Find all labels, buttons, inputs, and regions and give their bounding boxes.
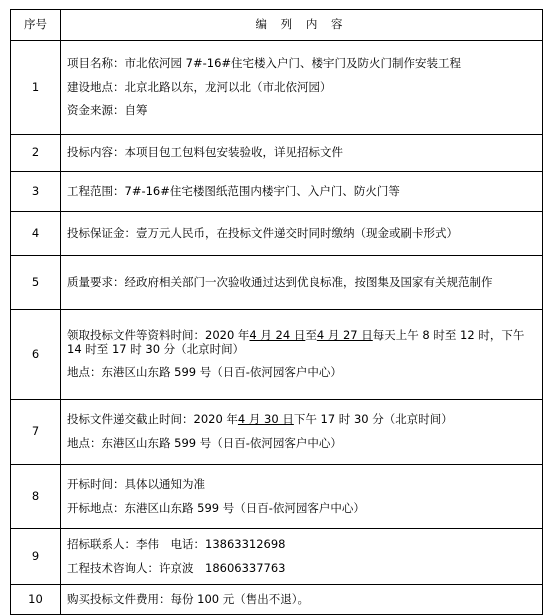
row-number: 9 [11, 529, 61, 585]
site-location-line: 建设地点：北京北路以东，龙河以北（市北依河园） [67, 79, 332, 94]
row-number: 2 [11, 135, 61, 172]
document-pickup-time-line: 领取投标文件等资料时间：2020 年4 月 24 日至4 月 27 日每天上午 8 时至 12 时，下午 14 时至 17 时 30 分（北京时间） [67, 327, 525, 356]
contact-person-line: 招标联系人：李伟 电话：13863312698 [67, 536, 286, 551]
project-name-line: 项目名称：市北依河园 7#-16#住宅楼入户门、楼宇门及防火门制作安装工程 [67, 55, 462, 70]
table-row [11, 135, 543, 172]
row-content [61, 529, 543, 585]
opening-location-line: 开标地点：东港区山东路 599 号（日百-依河园客户中心） [67, 500, 365, 515]
row-content [61, 465, 543, 529]
row-content [61, 41, 543, 135]
row-content [61, 135, 543, 172]
table-row [11, 41, 543, 135]
row-number: 10 [11, 585, 61, 615]
opening-time-line: 开标时间：具体以通知为准 [67, 476, 205, 491]
table-header-row [11, 10, 543, 41]
bid-info-table [10, 9, 543, 615]
technical-consultant-line: 工程技术咨询人：许京波 18606337763 [67, 560, 286, 575]
row-number: 7 [11, 400, 61, 465]
row-number: 8 [11, 465, 61, 529]
deadline-date: 4 月 30 日 [237, 412, 294, 427]
pickup-end-date: 4 月 27 日 [316, 327, 373, 342]
row-number: 6 [11, 310, 61, 400]
table-row [11, 465, 543, 529]
table-row [11, 310, 543, 400]
document-fee-line: 购买投标文件费用：每份 100 元（售出不退）。 [67, 591, 310, 606]
quality-requirement-line: 质量要求：经政府相关部门一次验收通过达到优良标准，按图集及国家有关规范制作 [67, 274, 493, 289]
row-number: 3 [11, 172, 61, 212]
row-content [61, 212, 543, 256]
row-content [61, 310, 543, 400]
table-row [11, 529, 543, 585]
header-number: 序号 [11, 10, 61, 41]
row-content [61, 585, 543, 615]
table-row [11, 256, 543, 310]
work-range-line: 工程范围：7#-16#住宅楼图纸范围内楼宇门、入户门、防火门等 [67, 183, 400, 198]
row-number: 4 [11, 212, 61, 256]
pickup-location-line: 地点：东港区山东路 599 号（日百-依河园客户中心） [67, 365, 342, 380]
submission-location-line: 地点：东港区山东路 599 号（日百-依河园客户中心） [67, 436, 342, 450]
row-content [61, 400, 543, 465]
table-row [11, 585, 543, 615]
bid-bond-line: 投标保证金：壹万元人民币，在投标文件递交时同时缴纳（现金或刷卡形式） [67, 225, 458, 240]
submission-deadline-line: 投标文件递交截止时间：2020 年4 月 30 日下午 17 时 30 分（北京时间） [67, 412, 453, 427]
table-row [11, 400, 543, 465]
table-row [11, 212, 543, 256]
row-number: 5 [11, 256, 61, 310]
bid-scope-line: 投标内容：本项目包工包料包安装验收，详见招标文件 [67, 145, 343, 160]
pickup-start-date: 4 月 24 日 [249, 327, 306, 342]
row-content [61, 256, 543, 310]
row-content [61, 172, 543, 212]
row-number: 1 [11, 41, 61, 135]
funding-source-line: 资金来源：自筹 [67, 103, 148, 118]
table-row [11, 172, 543, 212]
header-content: 编 列 内 容 [61, 10, 543, 41]
